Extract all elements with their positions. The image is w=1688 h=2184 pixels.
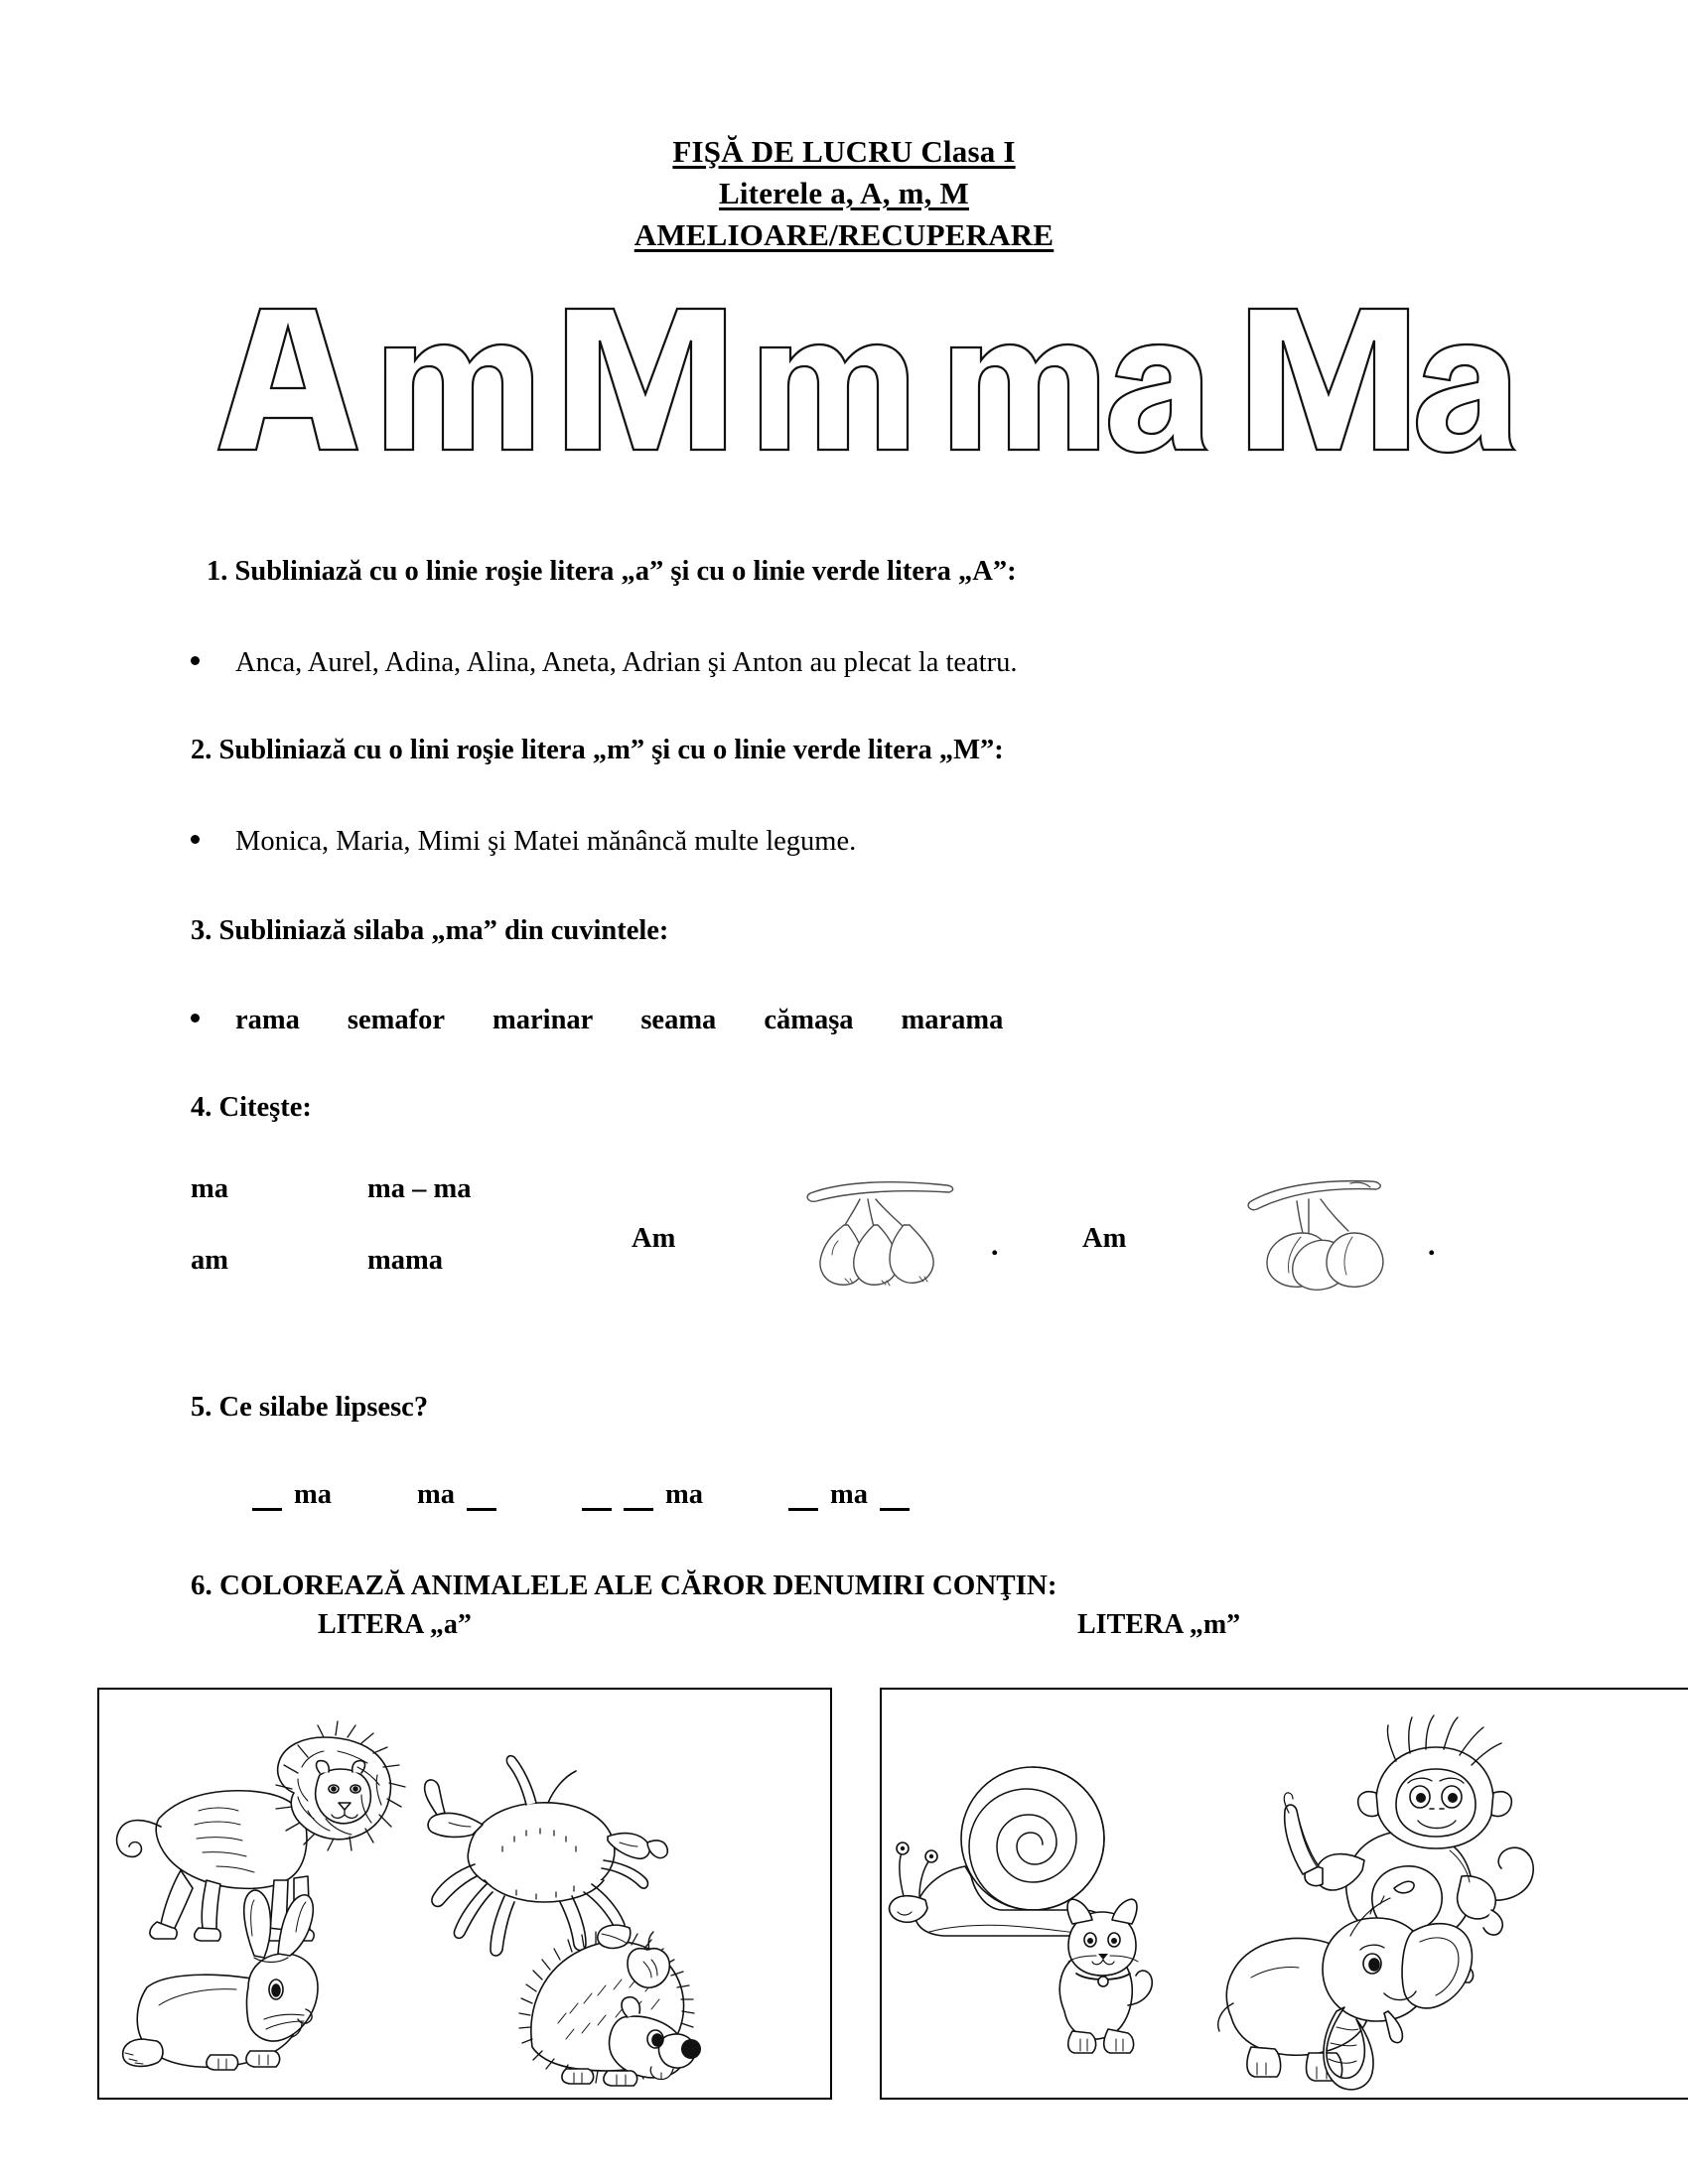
- blank-line[interactable]: [252, 1486, 282, 1511]
- exercise-2-prompt: 2. Subliniază cu o lini roşie litera „m” şi cu o linie verde litera „M”:: [191, 735, 1004, 765]
- exercise-3-prompt: 3. Subliniază silaba „ma” din cuvintele:: [191, 915, 669, 946]
- blank-group-1[interactable]: [246, 1479, 338, 1511]
- exercise-5-prompt: 5. Ce silabe lipsesc?: [191, 1392, 429, 1423]
- title-line-2-text: Literele a, A, m, M: [718, 176, 969, 210]
- syllable-label: ma: [830, 1479, 868, 1510]
- animal-box-letter-m[interactable]: [880, 1688, 1688, 2100]
- exercise-1-prompt: 1. Subliniază cu o linie roşie litera „a” şi cu o linie verde litera „A”:: [207, 556, 1017, 587]
- exercise-2-sentence: Monica, Maria, Mimi şi Matei mănâncă multe legume.: [235, 826, 857, 857]
- word-item: seama: [640, 1005, 717, 1035]
- bullet-icon: [191, 1014, 200, 1023]
- word-item: marama: [901, 1005, 1004, 1035]
- title-line-2: [0, 173, 1688, 214]
- blank-line[interactable]: [582, 1486, 612, 1511]
- bullet-icon: [191, 656, 200, 665]
- exercise-5-blanks: [246, 1479, 915, 1511]
- exercise-4-sentence-1-period: .: [991, 1229, 999, 1262]
- syllable-label: ma: [294, 1479, 332, 1510]
- blank-group-2[interactable]: [411, 1479, 502, 1511]
- title-line-1-text: FIŞĂ DE LUCRU Clasa I: [672, 134, 1016, 169]
- outline-letters-banner: [209, 273, 1519, 462]
- title-line-3-text: AMELIOARE/RECUPERARE: [633, 217, 1055, 252]
- plums-drawing: [1231, 1171, 1410, 1296]
- exercise-6-right-label: LITERA „m”: [1077, 1609, 1241, 1640]
- word-item: rama: [235, 1005, 300, 1035]
- rabbit-drawing: [123, 1890, 318, 2070]
- syllable-cell: mama: [367, 1245, 443, 1276]
- blank-line[interactable]: [467, 1486, 496, 1511]
- exercise-4-sentence-1-word: Am: [632, 1223, 676, 1254]
- exercise-4-column-1: [191, 1171, 228, 1314]
- exercise-6-prompt: 6. COLOREAZĂ ANIMALELE ALE CĂROR DENUMIRI CONŢIN:: [191, 1570, 1057, 1601]
- blank-group-4[interactable]: [782, 1479, 915, 1511]
- outline-letters-svg: [209, 273, 1519, 462]
- pears-drawing-svg: [782, 1171, 961, 1291]
- exercise-6-left-label: LITERA „a”: [318, 1609, 472, 1640]
- title-line-3: [0, 214, 1688, 256]
- exercise-1-bullet: [191, 645, 1018, 681]
- blank-group-3[interactable]: [576, 1479, 709, 1511]
- blank-line[interactable]: [624, 1486, 653, 1511]
- plums-drawing-svg: [1231, 1171, 1410, 1291]
- animal-box-letter-a[interactable]: [97, 1688, 832, 2100]
- syllable-label: ma: [417, 1479, 455, 1510]
- animal-box-letter-a-svg: [99, 1690, 830, 2098]
- word-item: semafor: [347, 1005, 446, 1035]
- word-item: cămaşa: [764, 1005, 854, 1035]
- exercise-2-bullet: [191, 824, 856, 860]
- exercise-3-bullet: [191, 1005, 1003, 1036]
- syllable-cell: ma – ma: [367, 1173, 472, 1204]
- blank-line[interactable]: [880, 1486, 910, 1511]
- exercise-4-prompt: 4. Citeşte:: [191, 1092, 312, 1123]
- exercise-4-sentence-2-period: .: [1428, 1229, 1436, 1262]
- animal-box-letter-m-svg: [882, 1690, 1688, 2098]
- word-item: marinar: [492, 1005, 594, 1035]
- bullet-icon: [191, 835, 200, 844]
- exercise-4-sentence-2-word: Am: [1082, 1223, 1127, 1254]
- crab-drawing: [425, 1756, 668, 1956]
- hedgehog-drawing: [519, 1925, 701, 2086]
- title-line-1: [0, 131, 1688, 173]
- exercise-3-word-list: [235, 1005, 1003, 1036]
- pears-drawing: [782, 1171, 961, 1296]
- exercise-1-sentence: Anca, Aurel, Adina, Alina, Aneta, Adrian şi Anton au plecat la teatru.: [235, 647, 1018, 678]
- syllable-cell: ma: [191, 1173, 228, 1204]
- syllable-label: ma: [665, 1479, 703, 1510]
- blank-line[interactable]: [788, 1486, 818, 1511]
- exercise-4-column-2: [367, 1171, 471, 1314]
- cat-drawing: [1059, 1899, 1152, 2053]
- page-title: [0, 131, 1688, 256]
- syllable-cell: am: [191, 1245, 228, 1276]
